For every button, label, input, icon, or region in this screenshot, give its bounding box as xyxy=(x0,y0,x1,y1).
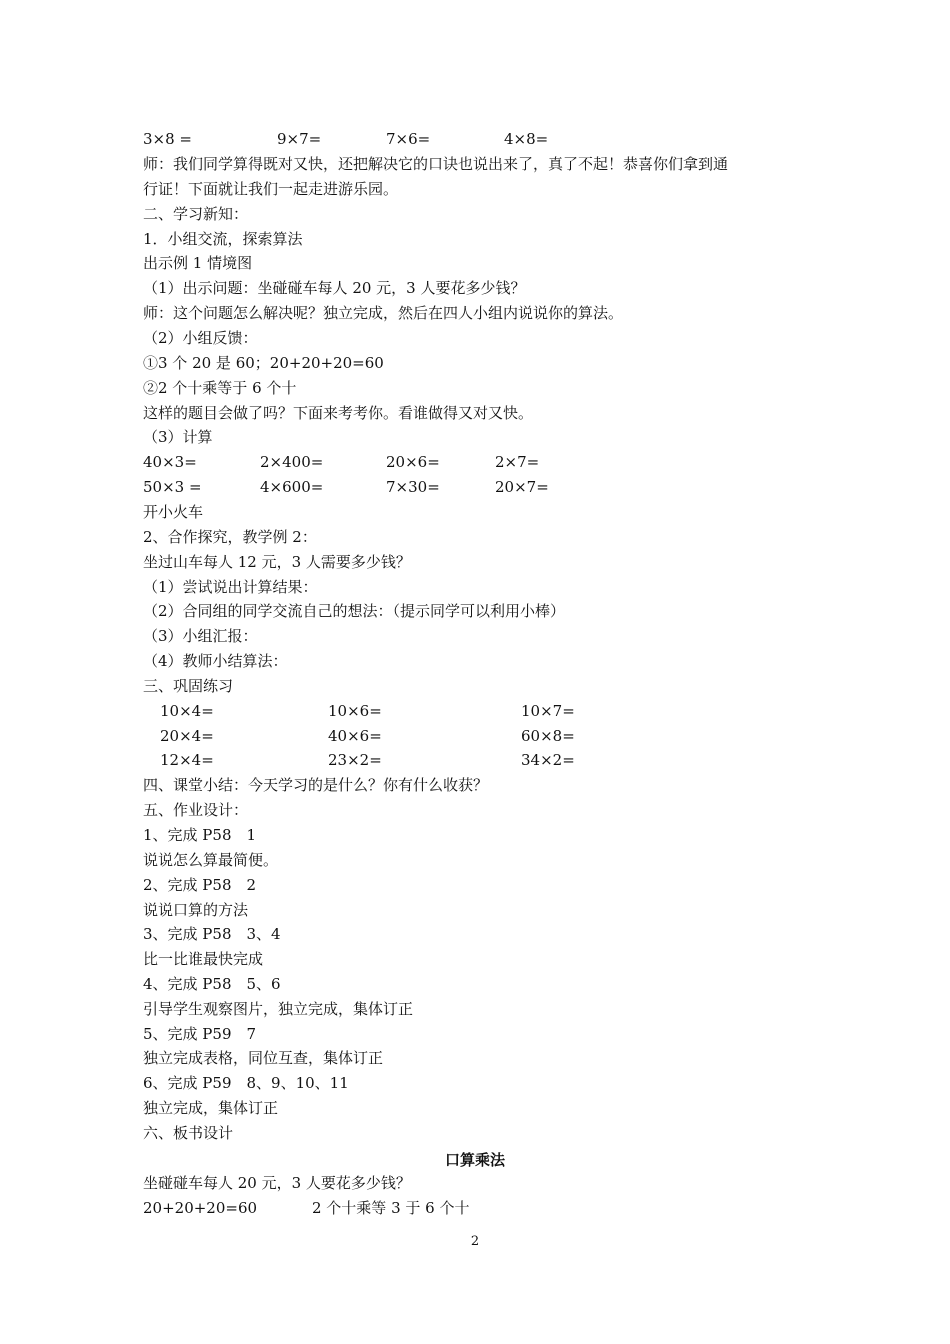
board-title: 口算乘法 xyxy=(444,1151,505,1169)
calc-item: 20×6= xyxy=(386,453,440,471)
text-line: 2、合作探究，教学例 2： xyxy=(143,528,317,546)
text-line: 3、完成 P58 3、4 xyxy=(143,925,281,943)
calc-item: 10×7= xyxy=(521,702,575,720)
calc-item: 2×400= xyxy=(260,453,324,471)
text-line: （1）尝试说出计算结果： xyxy=(143,578,318,596)
text-line: （1）出示问题：坐碰碰车每人 20 元，3 人要花多少钱？ xyxy=(143,279,526,297)
text-line: 2、完成 P58 2 xyxy=(143,876,257,894)
calc-item: 10×6= xyxy=(328,702,382,720)
calc-item: 34×2= xyxy=(521,751,575,769)
text-line: 独立完成表格，同位互查，集体订正 xyxy=(143,1049,384,1067)
text-line: 独立完成，集体订正 xyxy=(143,1099,279,1117)
calc-item: 20×7= xyxy=(495,478,549,496)
calc-item: 4×8= xyxy=(504,130,549,148)
calc-item: 12×4= xyxy=(160,751,214,769)
calc-item: 23×2= xyxy=(328,751,382,769)
calc-item: 50×3 = xyxy=(143,478,202,496)
text-line: 师：我们同学算得既对又快，还把解决它的口诀也说出来了，真了不起！恭喜你们拿到通 xyxy=(143,155,729,173)
calc-item: 40×6= xyxy=(328,727,382,745)
page-number: 2 xyxy=(470,1234,480,1249)
calc-item: 4×600= xyxy=(260,478,324,496)
calc-item: 3×8 = xyxy=(143,130,192,148)
calc-item: 20×4= xyxy=(160,727,214,745)
calc-item: 9×7= xyxy=(277,130,322,148)
calc-item: 7×30= xyxy=(386,478,440,496)
section-heading: 三、巩固练习 xyxy=(143,677,234,695)
text-line: 4、完成 P58 5、6 xyxy=(143,975,281,993)
text-line: 行证！下面就让我们一起走进游乐园。 xyxy=(143,180,399,198)
text-line: （2）小组反馈： xyxy=(143,329,258,347)
text-line: 出示例 1 情境图 xyxy=(143,254,253,272)
board-item: 20+20+20=60 xyxy=(143,1199,258,1217)
section-heading: 四、课堂小结：今天学习的是什么？你有什么收获？ xyxy=(143,776,489,794)
calc-item: 60×8= xyxy=(521,727,575,745)
text-line: ②2 个十乘等于 6 个十 xyxy=(143,379,297,397)
calc-item: 10×4= xyxy=(160,702,214,720)
text-line: （4）教师小结算法： xyxy=(143,652,288,670)
text-line: （2）合同组的同学交流自己的想法：（提示同学可以利用小棒） xyxy=(143,602,566,620)
board-item: 2 个十乘等 3 于 6 个十 xyxy=(312,1199,470,1217)
section-heading: 五、作业设计： xyxy=(143,801,249,819)
text-line: （3）计算 xyxy=(143,428,213,446)
text-line: ①3 个 20 是 60；20+20+20=60 xyxy=(143,354,384,372)
text-line: 5、完成 P59 7 xyxy=(143,1025,257,1043)
text-line: 比一比谁最快完成 xyxy=(143,950,264,968)
section-heading: 六、板书设计 xyxy=(143,1124,234,1142)
text-line: 这样的题目会做了吗？下面来考考你。看谁做得又对又快。 xyxy=(143,404,534,422)
calc-item: 2×7= xyxy=(495,453,540,471)
text-line: 6、完成 P59 8、9、10、11 xyxy=(143,1074,349,1092)
calc-item: 7×6= xyxy=(386,130,431,148)
section-heading: 二、学习新知： xyxy=(143,205,249,223)
text-line: 师：这个问题怎么解决呢？独立完成，然后在四人小组内说说你的算法。 xyxy=(143,304,624,322)
text-line: 开小火车 xyxy=(143,503,204,521)
text-line: 1．小组交流，探索算法 xyxy=(143,230,303,248)
text-line: 坐过山车每人 12 元，3 人需要多少钱？ xyxy=(143,553,411,571)
text-line: 引导学生观察图片，独立完成，集体订正 xyxy=(143,1000,414,1018)
text-line: 坐碰碰车每人 20 元，3 人要花多少钱？ xyxy=(143,1174,411,1192)
text-line: 说说口算的方法 xyxy=(143,901,249,919)
text-line: 1、完成 P58 1 xyxy=(143,826,257,844)
text-line: （3）小组汇报： xyxy=(143,627,258,645)
calc-item: 40×3= xyxy=(143,453,197,471)
text-line: 说说怎么算最简便。 xyxy=(143,851,279,869)
